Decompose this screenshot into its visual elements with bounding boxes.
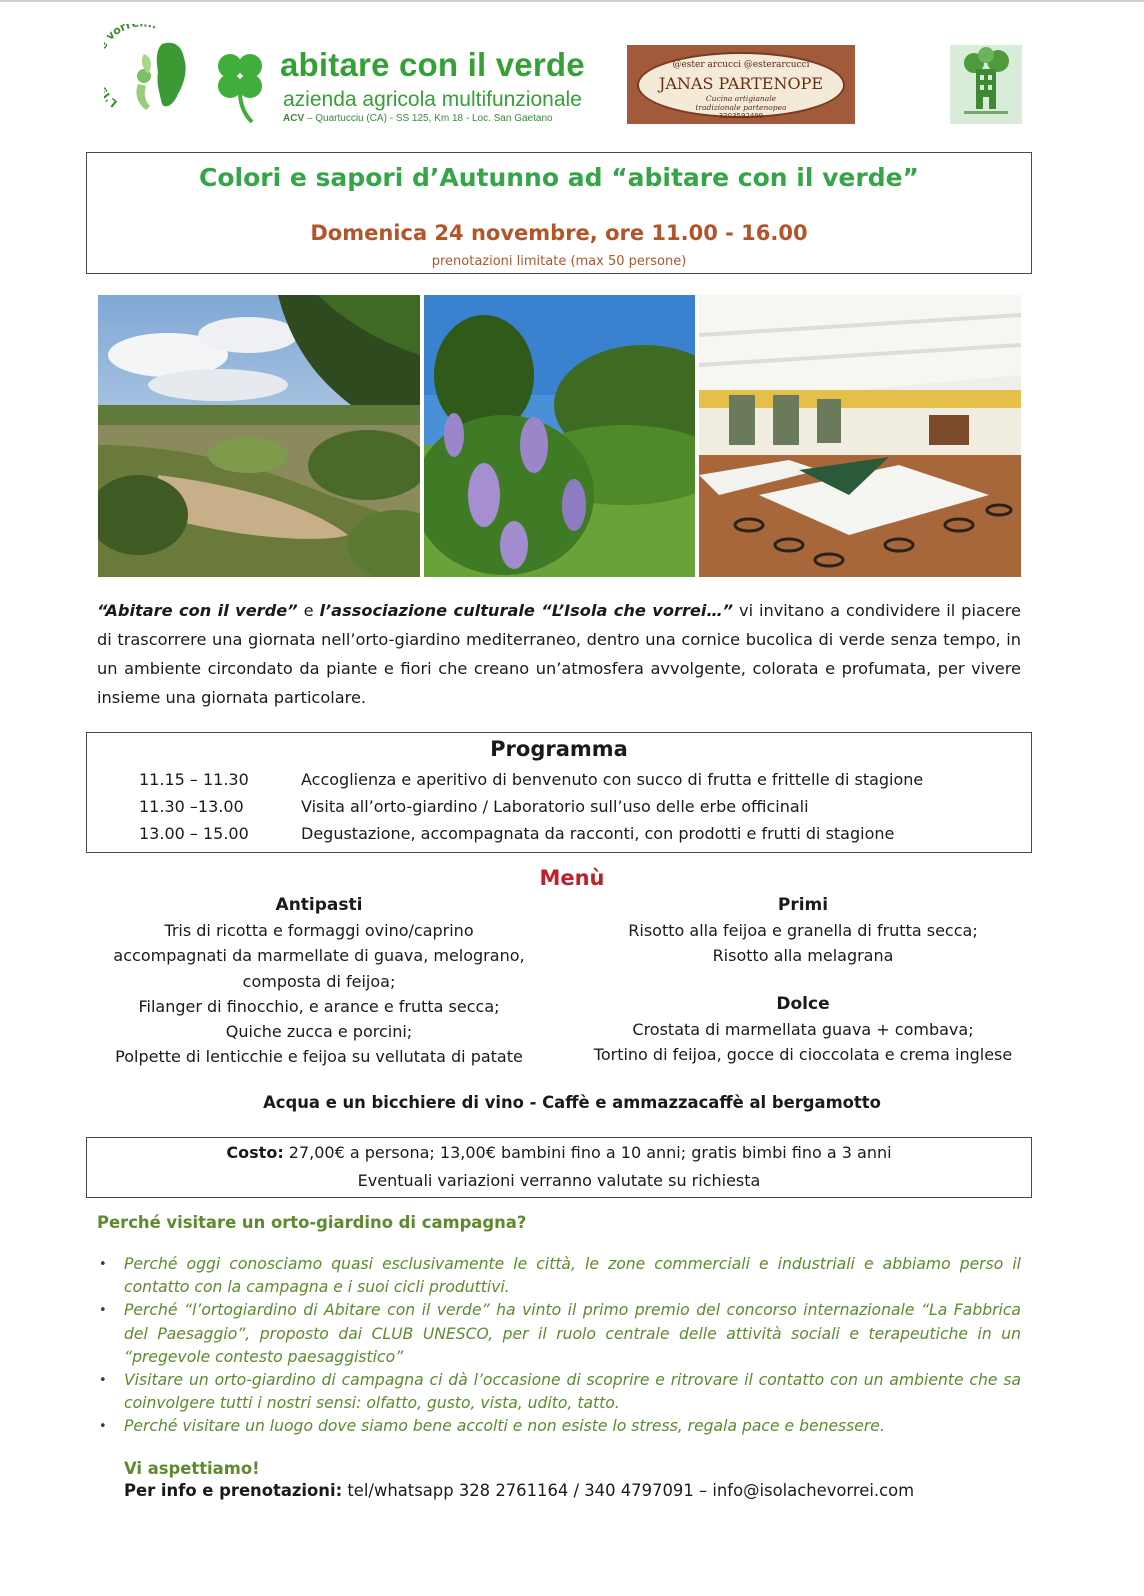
programma-desc: Degustazione, accompagnata da racconti, con prodotti e frutti di stagione	[301, 824, 895, 843]
acv-logo-title: abitare con il verde	[280, 46, 585, 83]
why-visit-text: Perché “l’ortogiardino di Abitare con il verde” ha vinto il primo premio del concorso internazionale “La Fabbrica del Paesaggio”, proposto dai CLUB UNESCO, per il ruolo centrale delle attività sociali e terapeutiche in un “pregevole contesto paesaggistico”	[124, 1301, 1021, 1366]
janas-tagline-1: Cucina artigianale	[705, 94, 777, 103]
menu-antipasti-column	[86, 893, 552, 1069]
contact-details: tel/whatsapp 328 2761164 / 340 4797091 – info@isolachevorrei.com	[342, 1481, 915, 1500]
intro-text: vi invitano a condividere il piacere di trascorrere una giornata nell’orto-giardino mediterraneo, dentro una cornice bucolica di verde senza tempo, in un ambiente circondato da piante e fiori che creano un’atmosfera avvolgente, colorata e profumata, per vivere insieme una giornata particolare.	[97, 601, 1021, 707]
bullet-icon: •	[99, 1303, 107, 1319]
bullet-icon: •	[99, 1419, 107, 1435]
intro-org2: l’associazione culturale “L’Isola che vorrei…”	[319, 601, 734, 620]
top-border	[0, 0, 1144, 2]
cost-line	[87, 1143, 1031, 1162]
dining-hall-photo	[699, 295, 1021, 577]
janas-name: JANAS PARTENOPE	[658, 74, 824, 93]
cost-note: Eventuali variazioni verranno valutate su richiesta	[357, 1171, 761, 1190]
why-visit-item	[97, 1253, 1021, 1299]
acv-address	[283, 113, 553, 124]
building-tree-logo	[950, 45, 1022, 124]
programma-desc: Visita all’orto-giardino / Laboratorio sull’uso delle erbe officinali	[301, 797, 809, 816]
acv-address-bold: ACV	[283, 113, 305, 124]
why-visit-heading: Perché visitare un orto-giardino di campagna?	[97, 1213, 527, 1232]
programma-row	[87, 824, 1033, 851]
janas-logo-oval	[637, 52, 845, 118]
garden-photo	[98, 295, 420, 577]
menu-line: Risotto alla feijoa e granella di frutta secca;	[628, 921, 978, 941]
menu-line: Polpette di lenticchie e feijoa su vellutata di patate	[115, 1047, 523, 1067]
isola-che-vorrei-logo	[104, 24, 196, 124]
janas-partenope-logo	[627, 45, 855, 124]
programma-time: 13.00 – 15.00	[139, 824, 249, 843]
menu-line: Crostata di marmellata guava + combava;	[632, 1019, 974, 1039]
why-visit-list	[97, 1253, 1021, 1439]
menu-title: Menù	[539, 866, 605, 890]
menu-line: composta di feijoa;	[242, 971, 396, 991]
programma-time: 11.15 – 11.30	[139, 770, 249, 789]
closing-greeting: Vi aspettiamo!	[124, 1459, 260, 1478]
contact-label: Per info e prenotazioni:	[124, 1481, 343, 1500]
antipasti-heading: Antipasti	[275, 895, 363, 915]
menu-line: Tris di ricotta e formaggi ovino/caprino	[164, 921, 474, 941]
why-visit-item	[97, 1415, 1021, 1438]
dolce-heading: Dolce	[776, 993, 830, 1014]
acv-address-text: – Quartucciu (CA) - SS 125, Km 18 - Loc. San Gaetano	[304, 113, 553, 124]
why-visit-item	[97, 1369, 1021, 1415]
programma-time: 11.30 –13.00	[139, 797, 244, 816]
primi-heading: Primi	[777, 895, 829, 915]
event-date: Domenica 24 novembre, ore 11.00 - 16.00	[310, 221, 808, 245]
janas-tagline-2: tradizionale partenopea	[695, 103, 787, 112]
janas-handle: @ester arcucci @esterarcucci	[672, 60, 810, 70]
programma-box	[86, 732, 1032, 853]
why-visit-item	[97, 1299, 1021, 1369]
lilac-flowers-photo	[424, 295, 695, 577]
intro-org1: “Abitare con il verde”	[97, 601, 298, 620]
menu-line: Quiche zucca e porcini;	[225, 1022, 413, 1042]
programma-row	[87, 770, 1033, 797]
janas-phone: 3203592499	[718, 112, 764, 120]
isola-logo-text: L' vorr .	[104, 24, 159, 110]
event-title-box	[86, 152, 1032, 274]
acv-logo-subtitle: azienda agricola multifunzionale	[283, 88, 582, 111]
drinks-line: Acqua e un bicchiere di vino - Caffè e ammazzacaffè al bergamotto	[263, 1093, 881, 1112]
intro-paragraph	[97, 596, 1021, 712]
menu-line: Filanger di finocchio, e arance e frutta secca;	[138, 996, 500, 1016]
cost-box	[86, 1137, 1032, 1198]
cost-label: Costo:	[226, 1143, 284, 1162]
menu-line: Risotto alla melagrana	[712, 946, 894, 966]
contact-info	[124, 1481, 914, 1500]
bullet-icon: •	[99, 1373, 107, 1389]
cost-text: 27,00€ a persona; 13,00€ bambini fino a 10 anni; gratis bimbi fino a 3 anni	[283, 1143, 892, 1162]
menu-line: Tortino di feijoa, gocce di cioccolata e crema inglese	[593, 1045, 1013, 1065]
why-visit-text: Perché visitare un luogo dove siamo bene accolti e non esiste lo stress, regala pace e benessere.	[124, 1417, 885, 1436]
intro-connector: e	[297, 601, 320, 620]
event-title: Colori e sapori d’Autunno ad “abitare con il verde”	[199, 163, 919, 192]
clover-icon	[214, 48, 266, 124]
bullet-icon: •	[99, 1257, 107, 1272]
menu-line: accompagnati da marmellate di guava, melograno,	[113, 946, 525, 966]
why-visit-text: Perché oggi conosciamo quasi esclusivamente le città, le zone commerciali e industriali e abbiamo perso il contatto con la campagna e i suoi cicli produttivi.	[124, 1255, 1021, 1297]
why-visit-text: Visitare un orto-giardino di campagna ci dà l’occasione di scoprire e ritrovare il contatto con un ambiente che sa coinvolgere tutti i nostri sensi: olfatto, gusto, vista, udito, tatto.	[124, 1371, 1021, 1413]
programma-desc: Accoglienza e aperitivo di benvenuto con succo di frutta e frittelle di stagione	[301, 770, 924, 789]
programma-title: Programma	[490, 737, 628, 761]
menu-spacer	[568, 969, 1038, 992]
programma-row	[87, 797, 1033, 824]
menu-primi-dolce-column	[568, 893, 1038, 1067]
event-reservations-note: prenotazioni limitate (max 50 persone)	[431, 254, 687, 269]
